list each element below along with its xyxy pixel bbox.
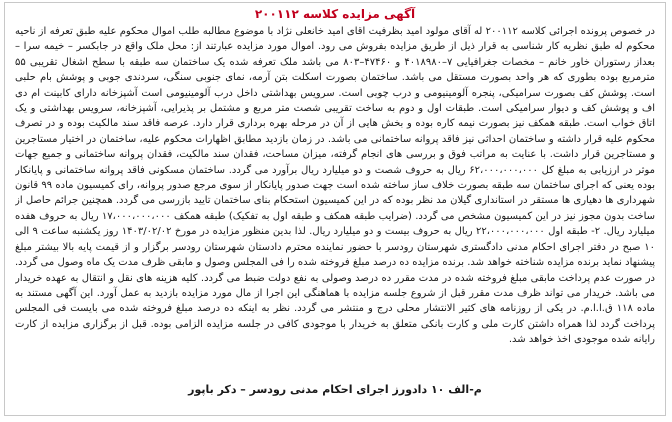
notice-title: آگهی مزایده کلاسه ۲۰۰۱۱۲	[254, 7, 416, 21]
notice-signature: م-الف ۱۰ دادورز اجرای احکام مدنی رودسر – دکر باپور	[188, 383, 482, 396]
auction-notice	[4, 2, 666, 416]
notice-body: در خصوص پرونده اجرائی کلاسه ۲۰۰۱۱۲ له آقای مولود امید بظرفیت اقای امید خانعلی نژاد با موضوع مطالبه طلب اموال محکوم علیه طبق تعرفه از ناحیه محکوم له طبق نظریه کار شناسی به قرار ذیل از طریق مزایده بفروش می رود. اموال مورد مزایده عبارتند از: محل ملک واقع در جابکسر – خیمه سرا – بعداز رستوران خاور خانم – مخصات جغرافیایی ۷–۴۰۱۸۹۸۰ و ۴۷۴۶۰–۸۰۳ می باشد ملک تعرفه شده یک ساختمان سه طبقه با سطح اشغال تقریبی ۵۵ مترمربع بوده بطوری که هر واحد بصورت مستقل می باشد. ساختمان بصورت اسکلت بتن آرمه، نمای جنوبی سنگی، سردندی جوبی و پوشش بام حلبی است. پوشش کف بصورت سرامیکی، پنجره آلومینیومی و درب چوبی است. سرویس بهداشتی داخل درب آلومینیومی است آشپزخانه دارای کابینت ام دی اف و پوشش کف و دیوار سرامیکی است. طبقات اول و دوم به ساخت تقریبی شصت متر مربع و مشتمل بر پذیرایی، آشپزخانه، سرویس بهداشتی و یک اتاق خواب است. طبقه همکف نیز بصورت نیمه کاره بوده و بخش هایی از آن در مرحله بهره برداری قرار دارد. عرصه فاقد سند مالکیت بوده و در تصرف محکوم علیه قرار داشته و ساختمان احداثی نیز فاقد پروانه ساختمانی می باشد. در زمان بازدید مطابق اظهارات محکوم علیه، ساختمان در اختیار مستاجرین و مستاجرین قرار داشت. با عنایت به مراتب فوق و بررسی های انجام گرفته، میزان مساحت، فقدان سند مالکیت، فقدان پروانه ساختمانی و جمیع جهات موثر در ارزیابی به مبلغ کل ۶۲،۰۰۰،۰۰۰،۰۰۰ ریال به حروف شصت و دو میلیارد ریال برآورد می گردد. ساختمان مسکونی فاقد پروانه ساختمانی و پایانکار بوده یعنی که اجرای ساختمان سه طبقه بصورت خلاف ساز ساخته شده است جهت صدور پایانکار از سوی مرجع صدور پروانه، رای کمیسیون ماده ۹۹ قانون شهرداری ها دهیاری ها مستقر در استانداری گیلان مد نظر بوده که در این کمیسیون استحکام بنای ساختمان تایید بازرسی می گردد. همچنین جرائم حاصل از ساخت بدون مجوز نیز در این کمیسیون مشخص می گردد. (ضرایب طبقه همکف و طبقه اول به تفکیک) طبقه همکف ۱۷،۰۰۰،۰۰۰،۰۰۰ ریال به حروف هفده میلیارد ریال. ۲- طبقه اول ۲۲،۰۰۰،۰۰۰،۰۰۰ ریال به حروف بیست و دو میلیارد ریال. لذا بدین منظور مزایده در مورخ ۱۴۰۳/۰۲/۰۲ روز یکشنبه ساعت ۹ الی ۱۰ صبح در دفتر اجرای احکام مدنی دادگستری شهرستان رودسر با حضور نماینده محترم دادستان شهرستان رودسر برگزار و از قیمت پایه بالا بیشتر مبلغ پیشنهاد نماید برنده مزایده شناخته خواهد شد. برنده مزایده ده درصد مبلغ فروخته شده را فی المجلس وصول و مابقی ظرف مدت یک ماه وصول می گردد. در صورت عدم پرداخت مابقی مبلغ فروخته شده در مدت مقرر ده درصد وصولی به نفع دولت ضبط می گردد. کلیه هزینه های نقل و انتقال به عهده خریدار می باشد. خریدار می تواند ظرف مدت مقرر قبل از شروع جلسه مزایده با هماهنگی این اجرا از مال مورد مزایده بازدید به عمل آورد. این آگهی مستند به ماده ۱۱۸ ق.ا.ا.م. در یکی از روزنامه های کثیر الانتشار محلی درج و منتشر می گردد. نظر به اینکه ده درصد مبلغ فروخته شده می بایست فی المجلس پرداخت گردد لذا همراه داشتن کارت ملی و کارت بانکی متعلق به خریدار با موجودی کافی در جلسه مزایده الزامی بوده. قبل از برگزاری مزایده از کارت رایانه شده موجودی اخذ خواهد شد.	[15, 26, 655, 346]
